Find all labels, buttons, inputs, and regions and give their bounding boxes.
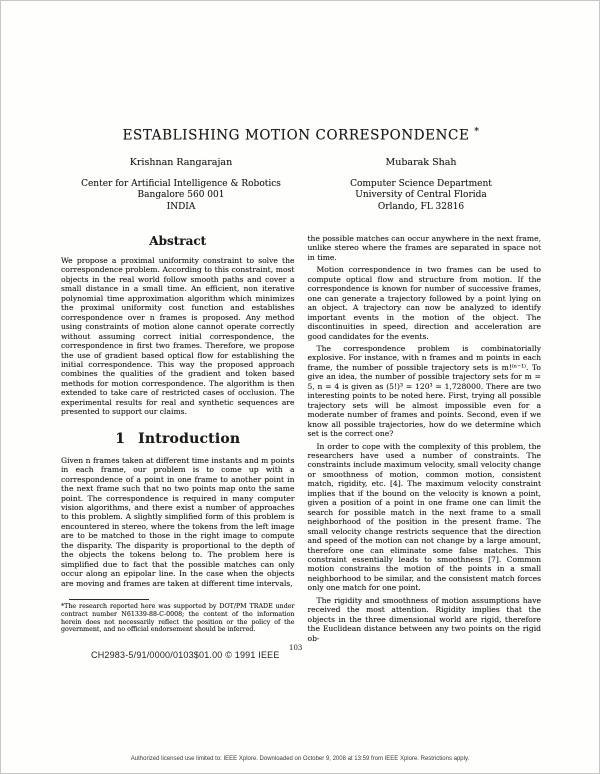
author-affiliation-line: Computer Science Department <box>350 178 492 189</box>
author-block-right <box>301 157 541 214</box>
page-number: 103 <box>289 644 303 652</box>
section-heading-introduction <box>61 431 295 447</box>
paper-title-text: ESTABLISHING MOTION CORRESPONDENCE <box>122 127 470 144</box>
paper-content <box>61 127 541 643</box>
author-affiliation-line: Center for Artificial Intelligence & Robotics <box>81 178 281 189</box>
footnote-text: *The research reported here was supported by DOT/PM TRADE under contract number N61339-88-C-0008; the content of the information herein does not necessarily reflect the position or the policy of the government, and no official endorsement should be inferred. <box>61 603 295 634</box>
authors-row <box>61 157 541 214</box>
intro-paragraph: The correspondence problem is combinatorially explosive. For instance, with n frames and m points in each frame, the number of possible trajectory sets is m!⁽ⁿ⁻¹⁾. To give an idea, the number of possible trajectory sets for m = 5, n = 4 is given as (5!)³ = 120³ = 1,728000. There are two interesting points to be noted here. First, trying all possible trajectory sets will be almost impossible even for a moderate number of frames and points. Second, even if we know all possible trajectories, how do we determine which set is the correct one? <box>307 343 541 439</box>
intro-paragraph: In order to cope with the complexity of this problem, the researchers have used a number of constraints. The constraints include maximum velocity, small velocity change or smoothness of motion, common motion, consistent match, rigidity, etc. [4]. The maximum velocity constraint implies that if the bound on the velocity is known a point, given a position of a point in one frame one can limit the search for possible match in the next frame to a small neighborhood of the position in the present frame. The small velocity change restricts sequence that the direction and speed of the motion can not change by a large amount, therefore one can eliminate some false matches. This constraint essentially leads to smoothness [7]. Common motion constrains the motion of the points in a small neighborhood to be similar, and the consistent match forces only one match for one point. <box>307 441 541 593</box>
author-affiliation-line: University of Central Florida <box>355 190 487 200</box>
author-affiliation-line: INDIA <box>166 201 196 212</box>
intro-paragraph: Given n frames taken at different time instants and m points in each frame, our problem is to come up with a correspondence of a point in one frame to another point in the next frame such that no two points map onto the same point. The correspondence is required in many computer vision algorithms, and there exist a number of approaches to this problem. A slightly simplified form of this problem is encountered in stereo, where the tokens from the left image are to be matched to those in the right image to compute the disparity. The disparity is proportional to the depth of the objects the tokens belong to. The problem here is simplified due to fact that the possible matches can only occur along an epipolar line. In the case when the objects are moving and frames are taken at different time intervals, <box>61 455 295 588</box>
title-footnote <box>61 599 295 634</box>
section-number: 1 <box>115 430 126 447</box>
author-name: Mubarak Shah <box>385 156 457 168</box>
intro-paragraph: The rigidity and smoothness of motion assumptions have received the most attention. Rigidity implies that the objects in the three dimensional world are rigid, therefore the Euclidean distance between any two points on the rigid ob- <box>307 595 541 643</box>
abstract-heading: Abstract <box>149 234 207 248</box>
section-title: Introduction <box>138 430 241 447</box>
abstract-text: We propose a proximal uniformity constraint to solve the correspondence problem. According to this constraint, most objects in the real world follow smooth paths and cover a small distance in a small time. An efficient, non iterative polynomial time approximation algorithm which minimizes the proximal uniformity cost function and establishes correspondence over n frames is proposed. Any method using constraints of motion alone cannot operate correctly without assuming correct initial correspondence, the correspondence in first two frames. Therefore, we propose the use of gradient based optical flow for establishing the initial correspondence. This way the proposed approach combines the qualities of the gradient and token based methods for motion correspondence. The algorithm is then extended to take care of restricted cases of occlusion. The experimental results for real and synthetic sequences are presented to support our claims. <box>61 256 295 417</box>
left-column <box>61 234 295 643</box>
author-block-left <box>61 157 301 214</box>
ieee-copyright-line: CH2983-5/91/0000/0103$01.00 © 1991 IEEE <box>91 650 280 660</box>
title-footnote-marker: * <box>474 127 480 137</box>
author-name: Krishnan Rangarajan <box>129 156 233 168</box>
paper-title <box>61 127 541 144</box>
footnote-rule <box>69 599 149 600</box>
right-column <box>308 234 542 643</box>
intro-paragraph: Motion correspondence in two frames can be used to compute optical flow and structure from motion. If the correspondence is known for number of successive frames, one can generate a trajectory followed by a point lying on an object. A trajectory can now be analyzed to identify important events in the motion of the object. The discontinuities in speed, direction and acceleration are good candidates for the events. <box>307 265 541 341</box>
two-column-body <box>61 234 541 643</box>
xplore-download-notice: Authorized licensed use limited to: IEEE Xplore. Downloaded on October 9, 2008 at 13:59 from IEEE Xplore. Restrictions apply. <box>130 756 470 762</box>
author-affiliation-line: Orlando, FL 32816 <box>377 201 465 212</box>
intro-paragraph: the possible matches can occur anywhere in the next frame, unlike stereo where the frames are separated in space not in time. <box>307 234 541 262</box>
author-affiliation-line: Bangalore 560 001 <box>137 190 225 200</box>
